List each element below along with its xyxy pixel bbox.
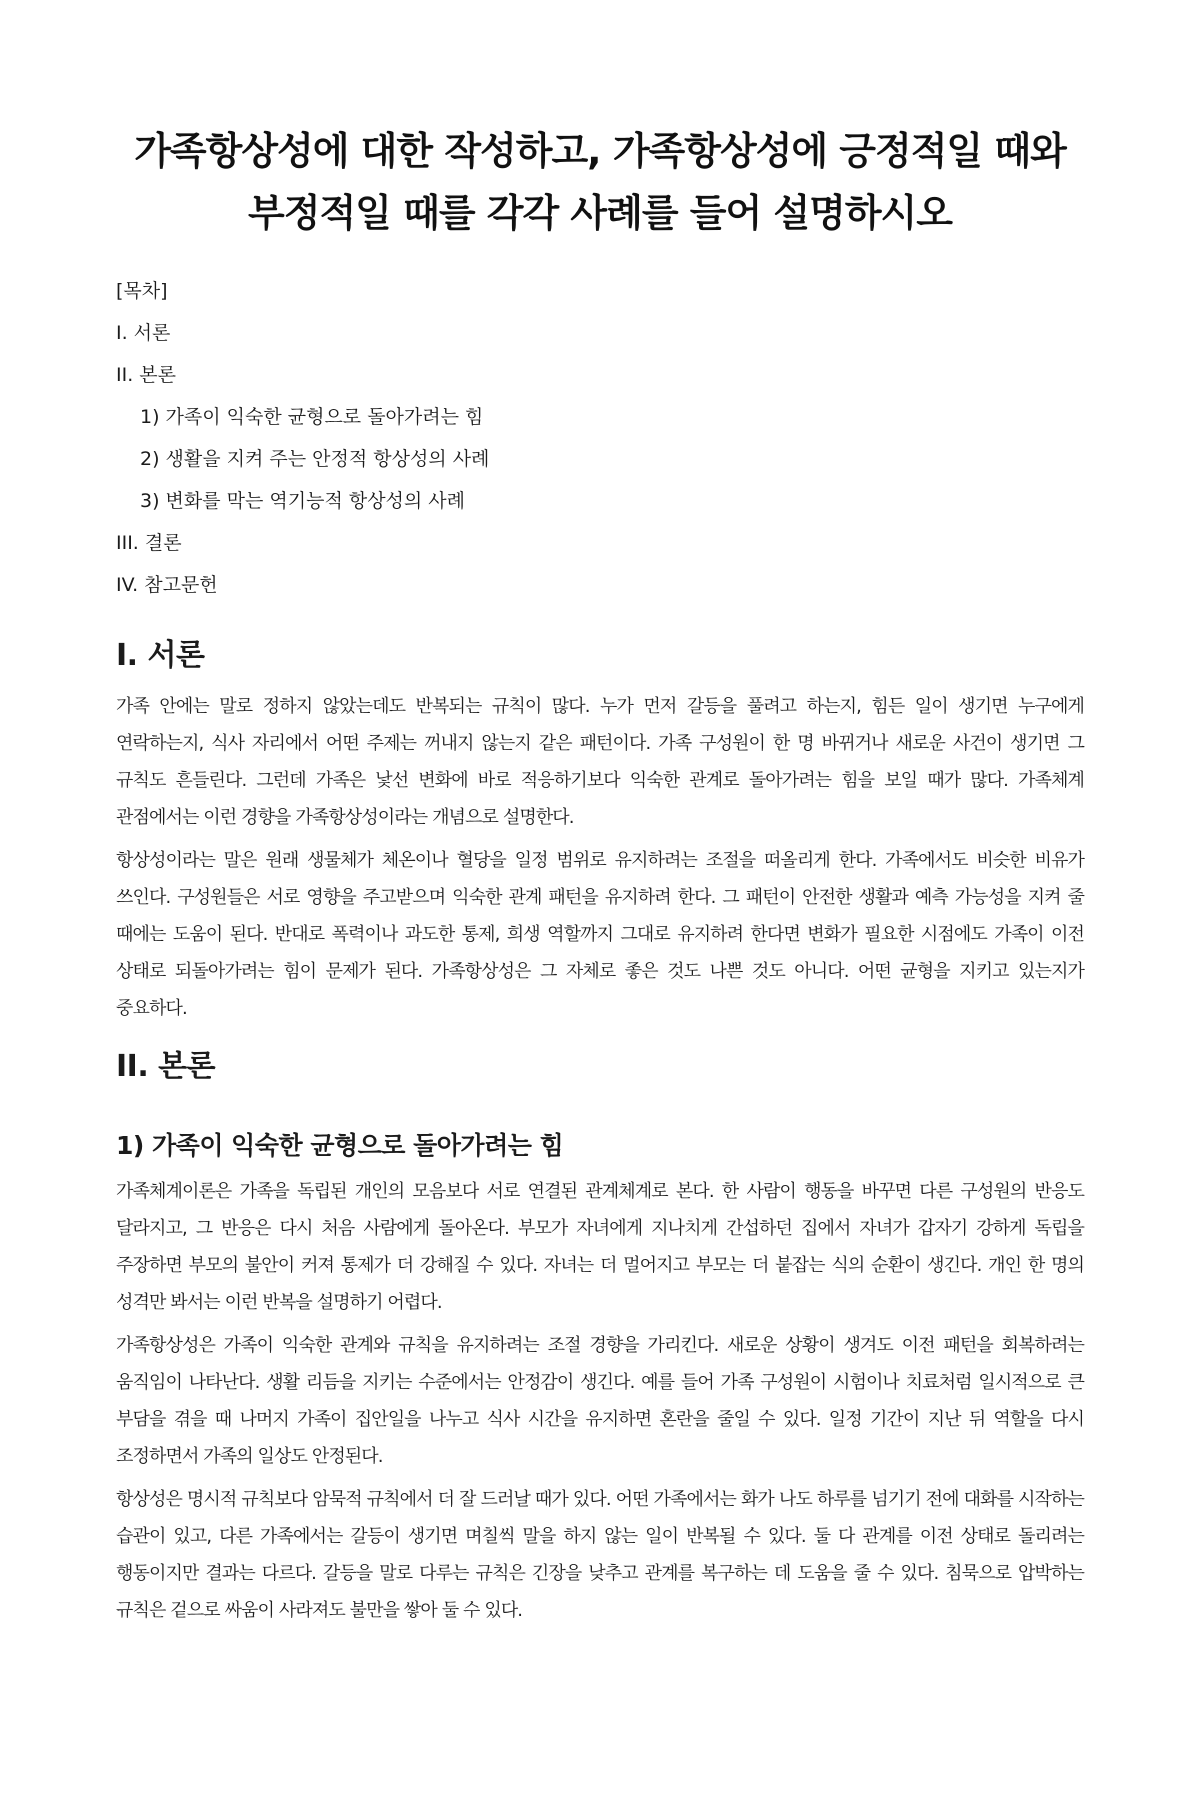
toc-item-conclusion: III. 결론 [116, 532, 182, 554]
toc-item-references: IV. 참고문헌 [116, 574, 218, 596]
toc-heading: [목차] [116, 280, 168, 302]
body-paragraph: 가족체계이론은 가족을 독립된 개인의 모음보다 서로 연결된 관계체계로 본다. 한 사람이 행동을 바꾸면 다른 구성원의 반응도 달라지고, 그 반응은 다시 처음 사람에게 돌아온다. 부모가 자녀에게 지나치게 간섭하던 집에서 자녀가 갑자기 강하게 독립을 주장하면 부모의 불안이 커져 통제가 더 강해질 수 있다. 자녀는 더 멀어지고 부모는 더 붙잡는 식의 순환이 생긴다. 개인 한 명의 성격만 봐서는 이런 반복을 설명하기 어렵다. [116, 1181, 1084, 1313]
document-page [0, 120, 1200, 1816]
body-paragraph: 항상성은 명시적 규칙보다 암묵적 규칙에서 더 잘 드러날 때가 있다. 어떤 가족에서는 화가 나도 하루를 넘기기 전에 대화를 시작하는 습관이 있고, 다른 가족에서는 갈등이 생기면 며칠씩 말을 하지 않는 일이 반복될 수 있다. 둘 다 관계를 이전 상태로 돌리려는 행동이지만 결과는 다르다. 갈등을 말로 다루는 규칙은 긴장을 낮추고 관계를 복구하는 데 도움을 줄 수 있다. 침묵으로 압박하는 규칙은 겉으로 싸움이 사라져도 불만을 쌓아 둘 수 있다. [116, 1489, 1084, 1621]
toc-item-body-1: 1) 가족이 익숙한 균형으로 돌아가려는 힘 [140, 406, 484, 428]
toc-item-intro: I. 서론 [116, 322, 171, 344]
section-body [116, 1047, 1084, 1629]
section-heading-body: II. 본론 [116, 1049, 216, 1084]
table-of-contents [116, 278, 1084, 614]
body-paragraph: 가족항상성은 가족이 익숙한 관계와 규칙을 유지하려는 조절 경향을 가리킨다. 새로운 상황이 생겨도 이전 패턴을 회복하려는 움직임이 나타난다. 생활 리듬을 지키는 수준에서는 안정감이 생긴다. 예를 들어 가족 구성원이 시험이나 치료처럼 일시적으로 큰 부담을 겪을 때 나머지 가족이 집안일을 나누고 식사 시간을 유지하면 혼란을 줄일 수 있다. 일정 기간이 지난 뒤 역할을 다시 조정하면서 가족의 일상도 안정된다. [116, 1335, 1084, 1467]
document-title: 가족항상성에 대한 작성하고, 가족항상성에 긍정적일 때와 부정적일 때를 각각 사례를 들어 설명하시오 [134, 129, 1066, 235]
section-heading-intro: I. 서론 [116, 638, 205, 673]
intro-paragraph: 가족 안에는 말로 정하지 않았는데도 반복되는 규칙이 많다. 누가 먼저 갈등을 풀려고 하는지, 힘든 일이 생기면 누구에게 연락하는지, 식사 자리에서 어떤 주제는 꺼내지 않는지 같은 패턴이다. 가족 구성원이 한 명 바뀌거나 새로운 사건이 생기면 그 규칙도 흔들린다. 그런데 가족은 낯선 변화에 바로 적응하기보다 익숙한 관계로 돌아가려는 힘을 보일 때가 많다. 가족체계 관점에서는 이런 경향을 가족항상성이라는 개념으로 설명한다. [116, 696, 1084, 828]
section-intro [116, 636, 1084, 1027]
toc-item-body-2: 2) 생활을 지켜 주는 안정적 항상성의 사례 [140, 448, 490, 470]
toc-list [116, 320, 1084, 614]
toc-item-body: II. 본론 [116, 364, 176, 386]
toc-item-body-3: 3) 변화를 막는 역기능적 항상성의 사례 [140, 490, 466, 512]
subsection-heading-1: 1) 가족이 익숙한 균형으로 돌아가려는 힘 [116, 1131, 564, 1160]
intro-paragraph: 항상성이라는 말은 원래 생물체가 체온이나 혈당을 일정 범위로 유지하려는 조절을 떠올리게 한다. 가족에서도 비슷한 비유가 쓰인다. 구성원들은 서로 영향을 주고받으며 익숙한 관계 패턴을 유지하려 한다. 그 패턴이 안전한 생활과 예측 가능성을 지켜 줄 때에는 도움이 된다. 반대로 폭력이나 과도한 통제, 희생 역할까지 그대로 유지하려 한다면 변화가 필요한 시점에도 가족이 이전 상태로 되돌아가려는 힘이 문제가 된다. 가족항상성은 그 자체로 좋은 것도 나쁜 것도 아니다. 어떤 균형을 지키고 있는지가 중요하다. [116, 850, 1084, 1019]
